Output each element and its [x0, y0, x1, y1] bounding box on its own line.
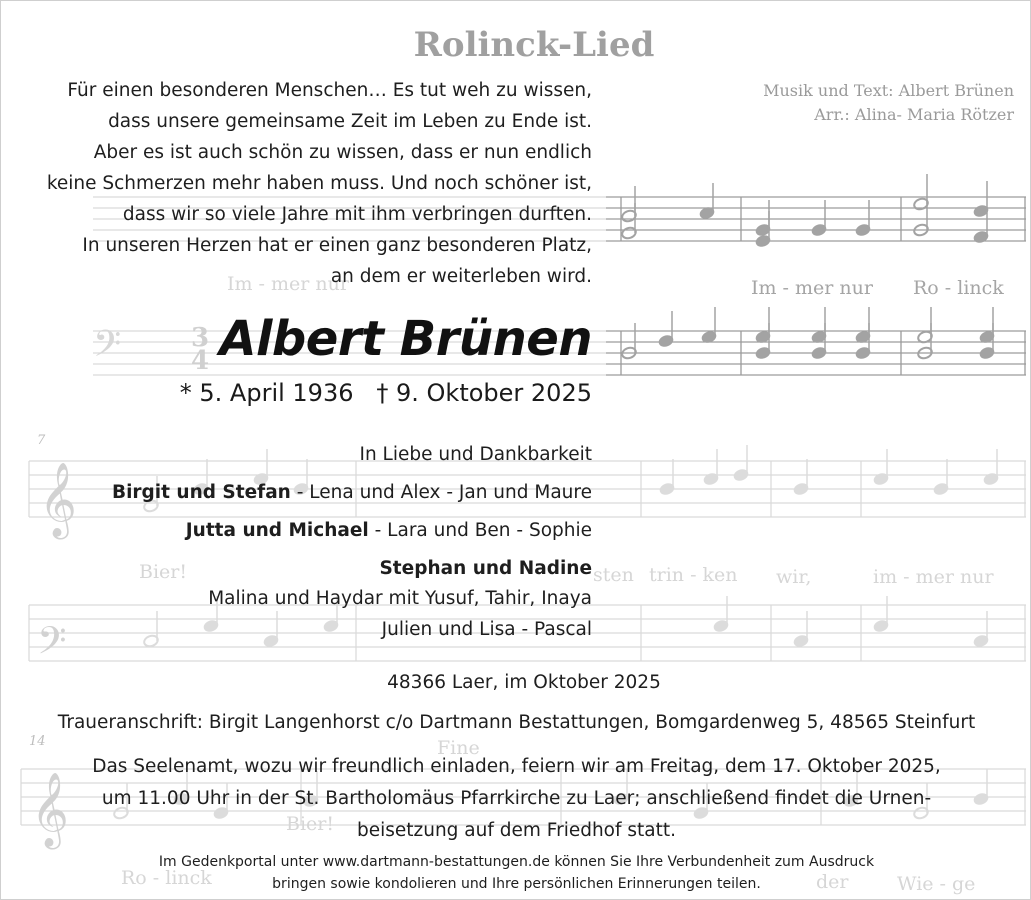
poem-line: Aber es ist auch schön zu wissen, dass er nun endlich [93, 142, 592, 163]
mourning-address: Traueranschrift: Birgit Langenhorst c/o Dartmann Bestattungen, Bomgardenweg 5, 48565 Steinfurt [57, 712, 976, 733]
treble-clef-icon: 𝄞 [39, 463, 77, 537]
life-dates [180, 379, 592, 407]
score-lyric: Ro - linck [121, 867, 212, 889]
family-name-rest: - Lena und Alex - Jan und Maure [290, 482, 592, 503]
service-announcement [1, 751, 1031, 847]
birth-date: * 5. April 1936 [179, 379, 354, 407]
poem-line: dass unsere gemeinsame Zeit im Leben zu Ende ist. [108, 111, 592, 132]
bar-number: 14 [29, 734, 46, 749]
family-name-bold: Stephan und Nadine [379, 558, 592, 579]
score-credit-arrangement: Arr.: Alina- Maria Rötzer [814, 105, 1014, 124]
deceased-name: Albert Brünen [219, 311, 592, 367]
poem-line: Für einen besonderen Menschen… Es tut weh zu wissen, [67, 80, 592, 101]
bar-number: 7 [37, 433, 46, 448]
score-credit-music: Musik und Text: Albert Brünen [763, 81, 1014, 100]
time-signature: 3 [191, 323, 210, 353]
score-title: Rolinck-Lied [413, 25, 655, 65]
poem-line: an dem er weiterleben wird. [330, 266, 592, 287]
score-lyric: Im - mer nur [751, 277, 873, 299]
score-lyric: Bier! [286, 813, 335, 835]
family-line [186, 520, 592, 541]
service-line: um 11.00 Uhr in der St. Bartholomäus Pfarrkirche zu Laer; anschließend findet die Urnen- [101, 788, 932, 809]
score-lyric: Im - mer nur [227, 273, 349, 295]
score-lyric: Fine [437, 737, 480, 759]
score-lyric: im - mer nur [873, 566, 994, 588]
death-date: † 9. Oktober 2025 [376, 379, 592, 407]
score-lyric: Bier! [139, 561, 188, 583]
family-intro: In Liebe und Dankbarkeit [359, 444, 592, 465]
poem-line: In unseren Herzen hat er einen ganz besonderen Platz, [82, 235, 592, 256]
score-lyric: Wie - ge [897, 873, 976, 895]
family-line [379, 558, 592, 579]
service-line: beisetzung auf dem Friedhof statt. [356, 820, 677, 841]
score-lyric: sten [593, 564, 634, 586]
score-lyric: trin - ken [649, 564, 738, 586]
family-line [112, 482, 592, 503]
score-lyric: der [816, 871, 849, 893]
service-line: Das Seelenamt, wozu wir freundlich einladen, feiern wir am Freitag, dem 17. Oktober 2025, [92, 756, 941, 777]
portal-line: Im Gedenkportal unter www.dartmann-bestattungen.de können Sie Ihre Verbundenheit zum Ausdruck [158, 854, 875, 870]
memorial-portal-note [1, 851, 1031, 895]
score-lyric: Ro - linck [913, 277, 1004, 299]
family-line: Julien und Lisa - Pascal [381, 619, 592, 640]
memorial-poem [47, 75, 592, 292]
portal-line: bringen sowie kondolieren und Ihre persönlichen Erinnerungen teilen. [272, 876, 761, 892]
treble-clef-icon: 𝄞 [31, 773, 69, 847]
place-and-date: 48366 Laer, im Oktober 2025 [387, 672, 661, 693]
bass-clef-icon: 𝄢 [37, 618, 67, 672]
bass-clef-icon: 𝄢 [93, 323, 122, 374]
family-name-bold: Birgit und Stefan [111, 482, 291, 503]
time-signature: 4 [191, 346, 210, 376]
poem-line: keine Schmerzen mehr haben muss. Und noch schöner ist, [46, 173, 592, 194]
score-lyric: wir, [776, 566, 812, 588]
poem-line: dass wir so viele Jahre mit ihm verbringen durften. [122, 204, 592, 225]
family-line: Malina und Haydar mit Yusuf, Tahir, Inaya [208, 588, 592, 609]
family-name-bold: Jutta und Michael [185, 520, 369, 541]
family-name-rest: - Lara und Ben - Sophie [368, 520, 592, 541]
